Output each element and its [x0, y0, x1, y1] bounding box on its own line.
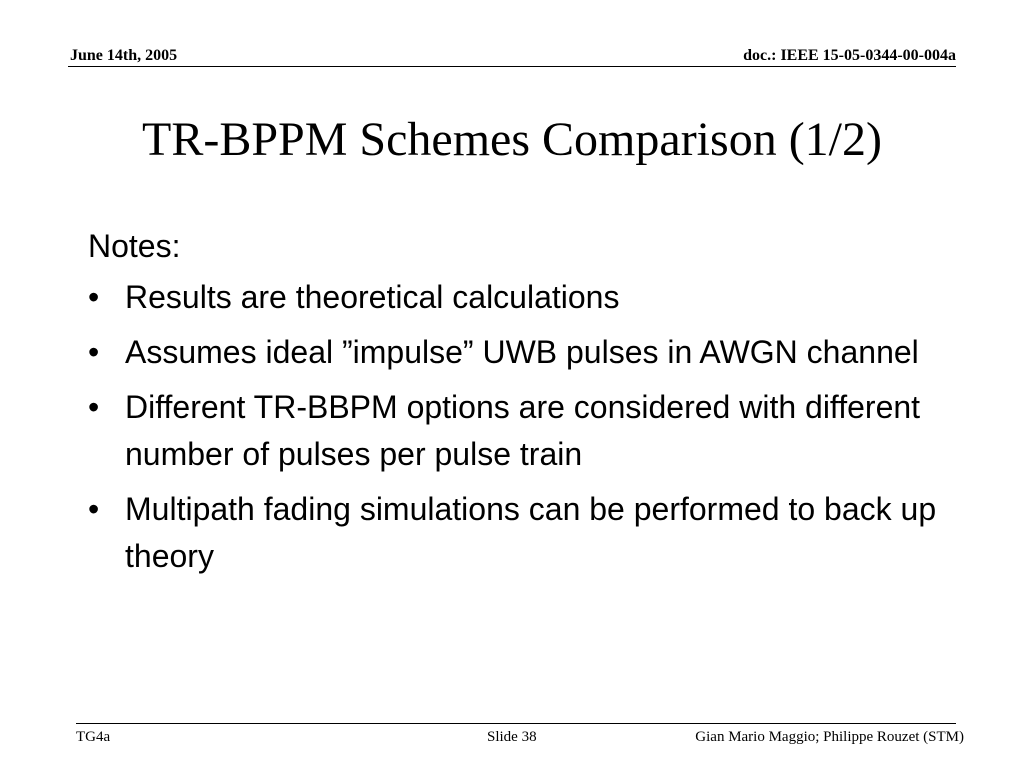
bullet-text: Multipath fading simulations can be performed to back up theory [125, 491, 937, 574]
footer-authors: Gian Mario Maggio; Philippe Rouzet (STM) [695, 729, 964, 745]
bullet-icon: • [88, 279, 100, 315]
slide-title: TR-BPPM Schemes Comparison (1/2) [142, 113, 882, 166]
footer-divider [76, 723, 956, 724]
bullet-item [88, 329, 968, 376]
bullet-item [88, 274, 968, 321]
bullet-item [88, 384, 968, 478]
bullet-icon: • [88, 389, 100, 425]
header-doc-id: doc.: IEEE 15-05-0344-00-004a [743, 47, 956, 64]
bullet-icon: • [88, 334, 100, 370]
bullet-text: Assumes ideal ”impulse” UWB pulses in AWGN channel [125, 334, 919, 370]
notes-label: Notes: [88, 228, 181, 264]
bullet-icon: • [88, 491, 100, 527]
slide-body [88, 222, 968, 588]
footer-group: TG4a [76, 729, 111, 745]
bullet-text: Results are theoretical calculations [125, 279, 620, 315]
header-divider [68, 66, 956, 67]
header-date: June 14th, 2005 [70, 47, 178, 64]
slide-number: Slide 38 [487, 729, 537, 745]
bullet-text: Different TR-BBPM options are considered with different number of pulses per pulse train [125, 389, 921, 472]
bullet-item [88, 486, 968, 580]
bullet-list [88, 274, 968, 580]
